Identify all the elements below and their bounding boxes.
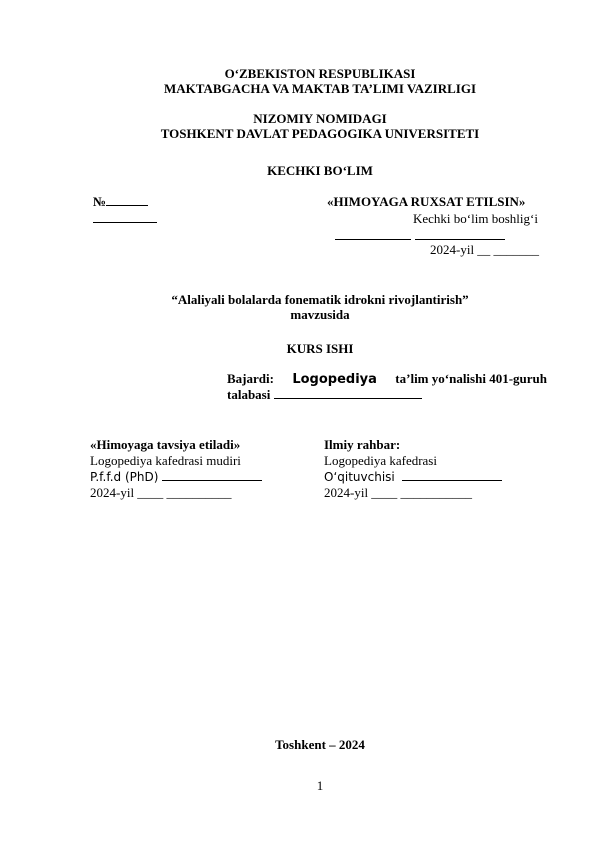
author-program: Logopediya [292,372,377,387]
number-blank [106,195,148,206]
supervisor-dept: Logopediya kafedrasi [324,453,437,468]
recommendation-dept: Logopediya kafedrasi mudiri [90,453,241,468]
recommendation-degree: P.f.f.d (PhD) [90,470,159,484]
author-label: Bajardi: [227,371,274,386]
work-type: KURS ISHI [286,341,354,356]
topic-title: “Alaliyali bolalarda fonematik idrokni rivojlantirish” [171,292,469,307]
recommendation-title: «Himoyaga tavsiya etiladi» [90,437,241,452]
number-field [93,194,148,210]
ministry-line-1: O‘ZBEKISTON RESPUBLIKASI [224,66,416,81]
author-name-blank [274,388,422,399]
author-student-label: talabasi [227,387,271,402]
ministry-line-2: MAKTABGACHA VA MAKTAB TA’LIMI VAZIRLIGI [163,81,477,96]
approval-name-line [415,239,505,240]
approval-position: Kechki bo‘lim boshlig‘i [413,211,538,226]
university-line-2: TOSHKENT DAVLAT PEDAGOGIKA UNIVERSITETI [160,126,480,141]
number-label: № [93,194,107,209]
supervisor-signature-blank [402,470,502,481]
supervisor-title: Ilmiy rahbar: [324,437,401,452]
topic-suffix: mavzusida [290,307,350,322]
supervisor-position: O‘qituvchisi [324,470,395,484]
number-blank-line-2 [93,222,157,223]
recommendation-year: 2024-yil ____ __________ [90,485,232,500]
supervisor-position-line [324,469,502,485]
recommendation-degree-line [90,469,262,485]
city-year: Toshkent – 2024 [275,737,365,752]
approval-year: 2024-yil __ _______ [430,242,540,257]
university-line-1: NIZOMIY NOMIDAGI [253,111,387,126]
author-rest: ta’lim yo‘nalishi 401-guruh [395,371,547,386]
recommendation-signature-blank [162,470,262,481]
author-line [227,371,547,387]
supervisor-year: 2024-yil ____ ___________ [324,485,473,500]
approval-title: «HIMOYAGA RUXSAT ETILSIN» [327,194,526,209]
department-title: KECHKI BO‘LIM [267,163,373,178]
author-student-line [227,387,422,403]
approval-signature-line [335,239,411,240]
page-number: 1 [316,778,324,793]
